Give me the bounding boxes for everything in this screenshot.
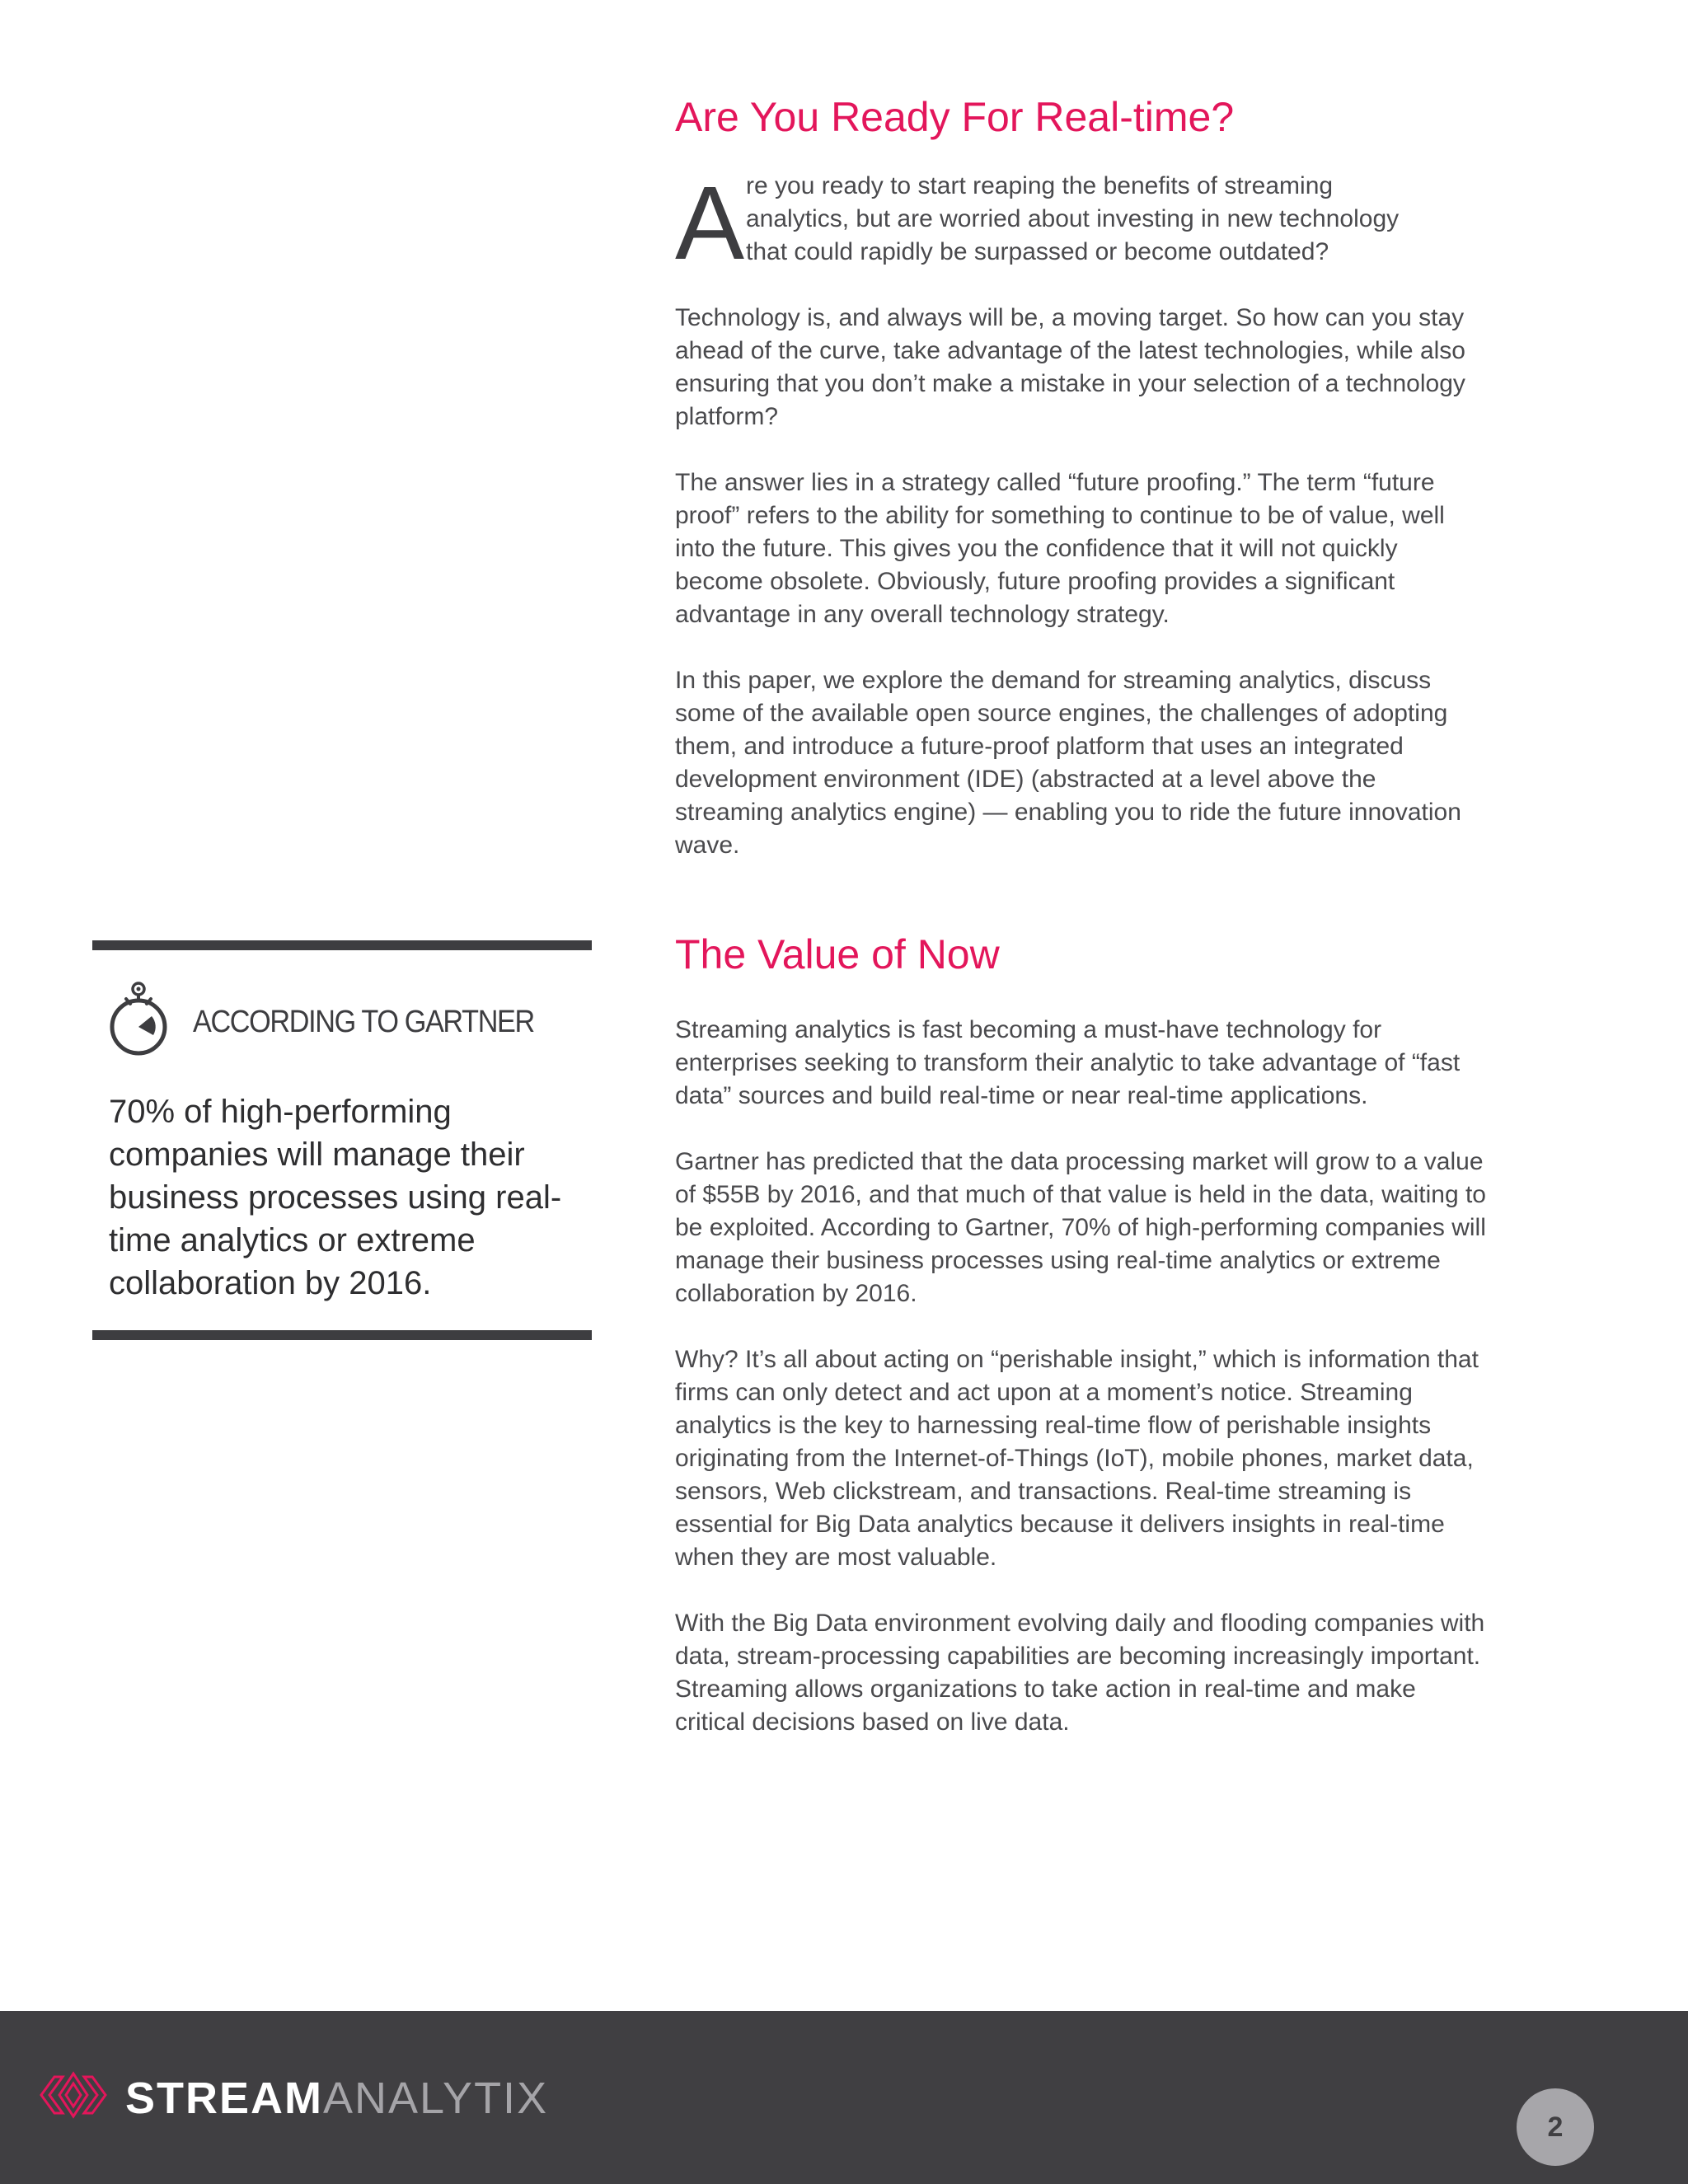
logo-text-analytix: ANALYTIX [323,2074,549,2123]
section-heading-real-time: Are You Ready For Real-time? [675,94,1235,140]
body-paragraph: Why? It’s all about acting on “perishable insight,” which is information that firms can only detect and act upon at a moment’s notice. Streaming analytics is the key to harnessing real-time flow of perishable insights originating from the Internet-of-Things (IoT), mobile phones, market data, sensors, Web clickstream, and transactions. Real-time streaming is essential for Big Data analytics because it delivers insights in real-time when they are most valuable. [675,1346,1479,1571]
body-paragraph: Technology is, and always will be, a moving target. So how can you stay ahead of the curve, take advantage of the latest technologies, while also ensuring that you don’t make a mistake in your selection of a technology platform? [675,304,1465,430]
body-paragraph: Streaming analytics is fast becoming a must-have technology for enterprises seeking to transform their analytic to take advantage of “fast data” sources and build real-time or near real-time applications. [675,1016,1461,1109]
page-footer [0,2011,1688,2184]
brand-logo [125,2074,548,2123]
intro-text [746,170,1537,269]
streamanalytix-logo-icon [38,2069,109,2121]
intro-line: that could rapidly be surpassed or become outdated? [746,238,1329,265]
intro-line: analytics, but are worried about investing in new technology [746,205,1400,232]
page-number-badge: 2 [1517,2088,1594,2166]
callout-bottom-rule [92,1330,592,1340]
callout-quote: 70% of high-performing companies will manage their business processes using real-time analytics or extreme collaboration by 2016. [109,1094,562,1301]
dropcap-letter: A [675,165,745,281]
body-paragraph: Gartner has predicted that the data processing market will grow to a value of $55B by 2016, and that much of that value is held in the data, waiting to be exploited. According to Gartner, 70% of high-performing companies will manage their business processes using real-time analytics or extreme collaboration by 2016. [675,1148,1486,1307]
body-paragraph: With the Big Data environment evolving daily and flooding companies with data, stream-processing capabilities are becoming increasingly important. Streaming allows organizations to take action in real-time and make critical decisions based on live data. [675,1610,1485,1736]
callout-label: ACCORDING TO GARTNER [193,1005,534,1039]
intro-line: re you ready to start reaping the benefits of streaming [746,172,1334,199]
callout-top-rule [92,940,592,950]
logo-text-stream: STREAM [125,2074,323,2123]
section-heading-value-of-now: The Value of Now [675,931,1000,977]
body-paragraph: In this paper, we explore the demand for streaming analytics, discuss some of the available open source engines, the challenges of adopting them, and introduce a future-proof platform that uses an integrated development environment (IDE) (abstracted at a level above the streaming analytics engine) — enabling you to ride the future innovation wave. [675,667,1461,859]
body-paragraph: The answer lies in a strategy called “future proofing.” The term “future proof” refers to the ability for something to continue to be of value, well into the future. This gives you the confidence that it will not quickly become obsolete. Obviously, future proofing provides a significant advantage in any overall technology strategy. [675,469,1445,628]
stopwatch-icon [106,977,171,1057]
